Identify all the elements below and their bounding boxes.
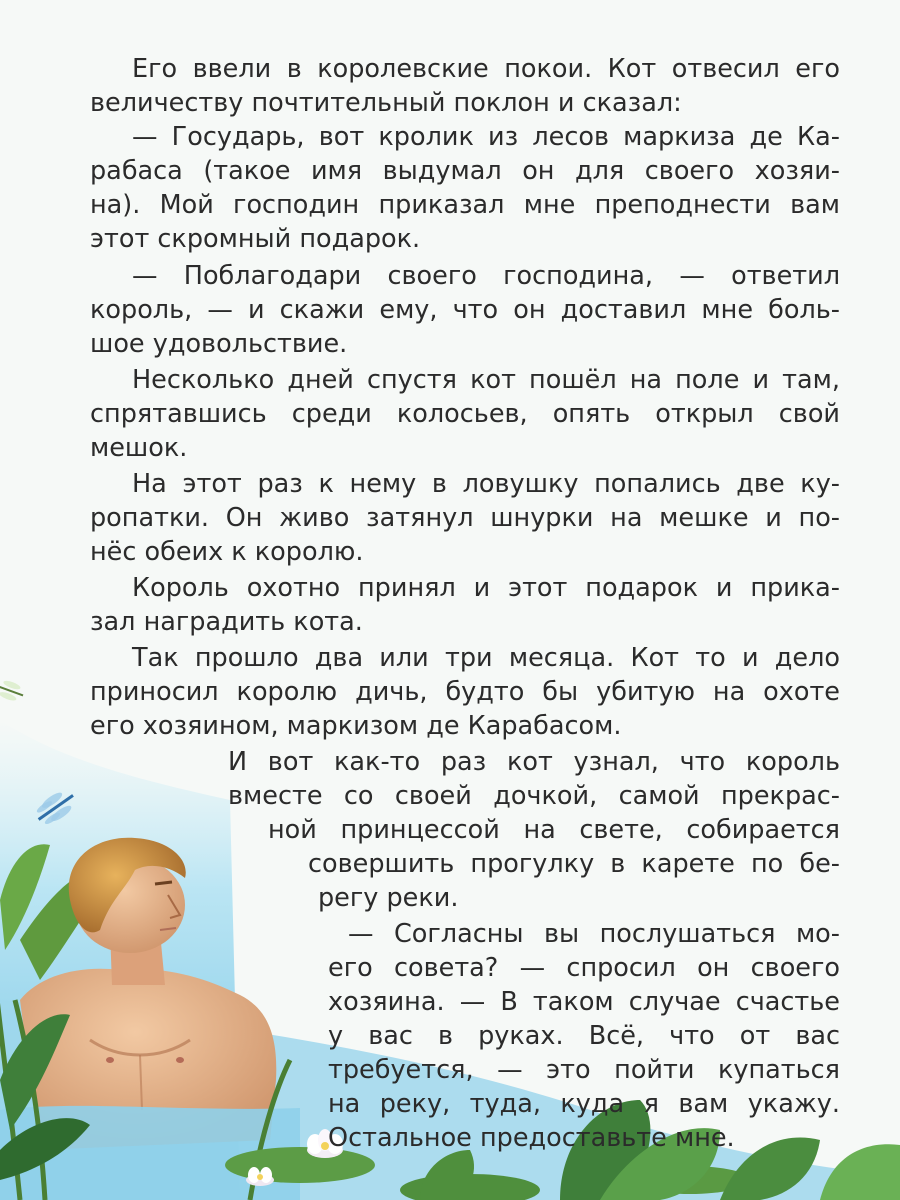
text-line: — Государь, вот кролик из лесов маркиза де Ка- [132,122,840,152]
text-line: Его ввели в королевские покои. Кот отвесил его [132,54,840,84]
text-line: мешок. [90,433,188,463]
text-line: величеству почтительный поклон и сказал: [90,88,682,118]
text-line: рабаса (такое имя выдумал он для своего хозяи- [90,156,840,186]
text-line: И вот как-то раз кот узнал, что король [228,747,840,777]
text-line: Несколько дней спустя кот пошёл на поле и там, [132,365,840,395]
text-line: хозяина. — В таком случае счастье [328,987,840,1017]
dragonfly-icon [0,678,26,704]
text-line: на). Мой господин приказал мне преподнести вам [90,190,840,220]
text-line: спрятавшись среди колосьев, опять открыл свой [90,399,840,429]
text-line: у вас в руках. Всё, что от вас [328,1021,840,1051]
text-line: Король охотно принял и этот подарок и прика- [132,573,840,603]
text-line: шое удовольствие. [90,329,348,359]
text-line: король, — и скажи ему, что он доставил мне боль- [90,295,840,325]
text-line: Остальное предоставьте мне. [328,1123,735,1153]
text-line: приносил королю дичь, будто бы убитую на охоте [90,677,840,707]
text-line: — Поблагодари своего господина, — ответил [132,261,840,291]
text-line: этот скромный подарок. [90,224,421,254]
text-line: — Согласны вы послушаться мо- [348,919,840,949]
text-line: нёс обеих к королю. [90,537,364,567]
text-line: вместе со своей дочкой, самой прекрас- [228,781,840,811]
text-line: На этот раз к нему в ловушку попались две ку- [132,469,840,499]
text-line: зал наградить кота. [90,607,363,637]
text-line: его совета? — спросил он своего [328,953,840,983]
text-line: Так прошло два или три месяца. Кот то и дело [132,643,840,673]
text-line: совершить прогулку в карете по бе- [308,849,840,879]
text-line: ропатки. Он живо затянул шнурки на мешке и по- [90,503,840,533]
text-line: требуется, — это пойти купаться [328,1055,840,1085]
text-line: ной принцессой на свете, собирается [268,815,840,845]
text-line: регу реки. [318,883,459,913]
text-line: его хозяином, маркизом де Карабасом. [90,711,622,741]
text-line: на реку, туда, куда я вам укажу. [328,1089,840,1119]
